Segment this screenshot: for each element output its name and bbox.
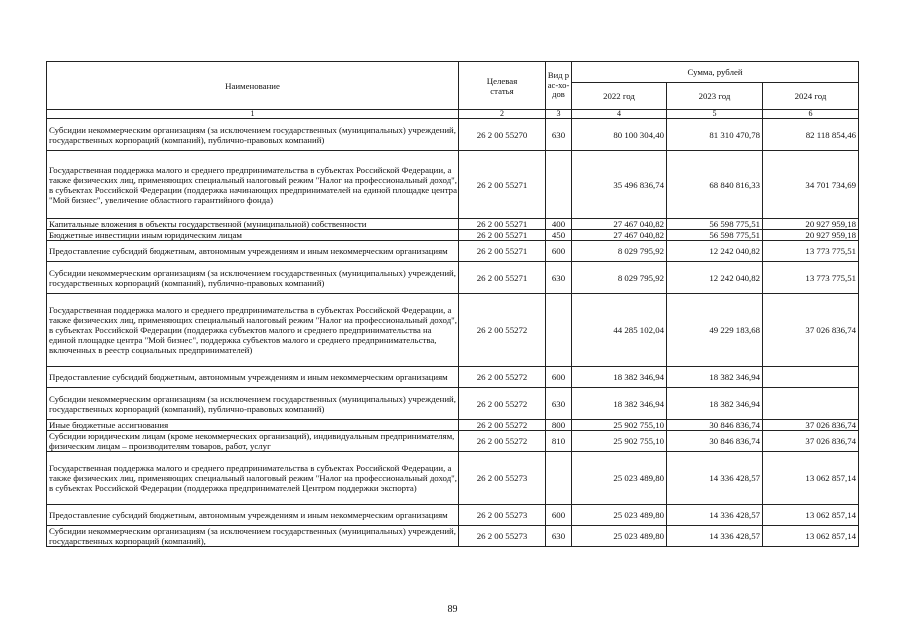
row-target-code: 26 2 00 55271: [459, 230, 546, 241]
row-sum-2022: 44 285 102,04: [572, 294, 667, 367]
row-name: Капитальные вложения в объекты государственной (муниципальной) собственности: [47, 219, 459, 230]
table-row: [47, 151, 859, 219]
row-sum-2022: 35 496 836,74: [572, 151, 667, 219]
row-target-code: 26 2 00 55271: [459, 219, 546, 230]
row-expense-kind: 800: [546, 420, 572, 431]
row-sum-2023: 18 382 346,94: [667, 367, 763, 388]
row-name: Бюджетные инвестиции иным юридическим лицам: [47, 230, 459, 241]
table-row: [47, 119, 859, 151]
colnum: 4: [572, 110, 667, 119]
column-number-row: [47, 110, 859, 119]
row-sum-2024: 37 026 836,74: [763, 431, 859, 452]
row-sum-2022: 25 023 489,80: [572, 505, 667, 526]
row-name: Субсидии некоммерческим организациям (за исключением государственных (муниципальных) учреждений, государственных корпораций (компаний),: [47, 526, 459, 547]
row-sum-2023: 14 336 428,57: [667, 452, 763, 505]
row-target-code: 26 2 00 55272: [459, 294, 546, 367]
row-sum-2022: 27 467 040,82: [572, 230, 667, 241]
row-target-code: 26 2 00 55272: [459, 367, 546, 388]
row-sum-2022: 8 029 795,92: [572, 241, 667, 262]
row-sum-2023: 14 336 428,57: [667, 526, 763, 547]
table-row: [47, 294, 859, 367]
row-name: Предоставление субсидий бюджетным, автономным учреждениям и иным некоммерческим организациям: [47, 505, 459, 526]
row-expense-kind: 630: [546, 119, 572, 151]
row-sum-2024: 34 701 734,69: [763, 151, 859, 219]
header-2023: 2023 год: [667, 83, 763, 110]
table-row: [47, 367, 859, 388]
row-sum-2023: 18 382 346,94: [667, 388, 763, 420]
row-target-code: 26 2 00 55271: [459, 262, 546, 294]
row-target-code: 26 2 00 55271: [459, 241, 546, 262]
row-expense-kind: 630: [546, 388, 572, 420]
row-sum-2024: 13 062 857,14: [763, 526, 859, 547]
row-sum-2024: 13 062 857,14: [763, 505, 859, 526]
row-sum-2022: 27 467 040,82: [572, 219, 667, 230]
row-expense-kind: 810: [546, 431, 572, 452]
header-2022: 2022 год: [572, 83, 667, 110]
row-target-code: 26 2 00 55272: [459, 420, 546, 431]
row-expense-kind: [546, 452, 572, 505]
row-target-code: 26 2 00 55273: [459, 452, 546, 505]
row-sum-2023: 30 846 836,74: [667, 431, 763, 452]
table-body: [47, 119, 859, 547]
row-sum-2024: 13 062 857,14: [763, 452, 859, 505]
colnum: 2: [459, 110, 546, 119]
row-target-code: 26 2 00 55273: [459, 526, 546, 547]
row-sum-2023: 14 336 428,57: [667, 505, 763, 526]
table-row: [47, 241, 859, 262]
row-name: Субсидии некоммерческим организациям (за исключением государственных (муниципальных) учреждений, государственных корпораций (компаний), публично-правовых компаний): [47, 388, 459, 420]
row-expense-kind: 600: [546, 367, 572, 388]
row-sum-2022: 8 029 795,92: [572, 262, 667, 294]
row-sum-2022: 25 023 489,80: [572, 452, 667, 505]
row-sum-2024: 13 773 775,51: [763, 262, 859, 294]
row-sum-2024: 82 118 854,46: [763, 119, 859, 151]
header-kind: [546, 62, 572, 110]
table-row: [47, 230, 859, 241]
table-row: [47, 388, 859, 420]
row-sum-2023: 12 242 040,82: [667, 241, 763, 262]
row-name: Государственная поддержка малого и среднего предпринимательства в субъектах Российской Федерации, а также физических лиц, применяющих специальный налоговый режим "Налог на профессиональный доход", в субъектах Российской Федерации (поддержка субъектов малого и среднего предпринимательства на единой площадке центра "Мой бизнес", поддержка субъектов малого и среднего предпринимательства, включенных в реестр социальных предпринимателей): [47, 294, 459, 367]
row-expense-kind: 630: [546, 262, 572, 294]
row-expense-kind: 450: [546, 230, 572, 241]
row-target-code: 26 2 00 55272: [459, 431, 546, 452]
table-row: [47, 262, 859, 294]
row-name: Государственная поддержка малого и среднего предпринимательства в субъектах Российской Федерации, а также физических лиц, применяющих специальный налоговый режим "Налог на профессиональный доход", в субъектах Российской Федерации (поддержка начинающих предпринимателей на единой площадке центра "Мой бизнес", увеличение областного гарантийного фонда): [47, 151, 459, 219]
row-sum-2022: 25 023 489,80: [572, 526, 667, 547]
row-expense-kind: 630: [546, 526, 572, 547]
row-sum-2024: 20 927 959,18: [763, 219, 859, 230]
row-expense-kind: [546, 151, 572, 219]
row-name: Государственная поддержка малого и среднего предпринимательства в субъектах Российской Федерации, а также физических лиц, применяющих специальный налоговый режим "Налог на профессиональный доход", в субъектах Российской Федерации (поддержка предпринимателей Центром поддержки экспорта): [47, 452, 459, 505]
row-sum-2024: 37 026 836,74: [763, 420, 859, 431]
row-sum-2024: [763, 388, 859, 420]
row-sum-2023: 56 598 775,51: [667, 230, 763, 241]
header-kind-text: Вид рас-хо-дов: [547, 70, 570, 100]
row-name: Предоставление субсидий бюджетным, автономным учреждениям и иным некоммерческим организациям: [47, 241, 459, 262]
colnum: 3: [546, 110, 572, 119]
table-row: [47, 431, 859, 452]
table-row: [47, 452, 859, 505]
row-expense-kind: [546, 294, 572, 367]
table-row: [47, 219, 859, 230]
row-expense-kind: 600: [546, 505, 572, 526]
page-number: 89: [447, 604, 458, 615]
header-name: Наименование: [47, 62, 459, 110]
row-sum-2023: 30 846 836,74: [667, 420, 763, 431]
row-sum-2023: 12 242 040,82: [667, 262, 763, 294]
header-sum: Сумма, рублей: [572, 62, 859, 83]
row-sum-2022: 80 100 304,40: [572, 119, 667, 151]
row-sum-2023: 68 840 816,33: [667, 151, 763, 219]
row-name: Иные бюджетные ассигнования: [47, 420, 459, 431]
row-sum-2023: 49 229 183,68: [667, 294, 763, 367]
row-sum-2024: 37 026 836,74: [763, 294, 859, 367]
colnum: 6: [763, 110, 859, 119]
row-name: Субсидии некоммерческим организациям (за исключением государственных (муниципальных) учреждений, государственных корпораций (компаний), публично-правовых компаний): [47, 262, 459, 294]
table-row: [47, 526, 859, 547]
row-expense-kind: 600: [546, 241, 572, 262]
row-target-code: 26 2 00 55273: [459, 505, 546, 526]
row-sum-2022: 25 902 755,10: [572, 431, 667, 452]
colnum: 1: [47, 110, 459, 119]
row-sum-2024: [763, 367, 859, 388]
row-sum-2024: 13 773 775,51: [763, 241, 859, 262]
row-target-code: 26 2 00 55270: [459, 119, 546, 151]
row-sum-2022: 18 382 346,94: [572, 388, 667, 420]
row-sum-2022: 18 382 346,94: [572, 367, 667, 388]
table-row: [47, 505, 859, 526]
row-target-code: 26 2 00 55272: [459, 388, 546, 420]
row-name: Предоставление субсидий бюджетным, автономным учреждениям и иным некоммерческим организациям: [47, 367, 459, 388]
colnum: 5: [667, 110, 763, 119]
header-2024: 2024 год: [763, 83, 859, 110]
header-target-text: Целевая статья: [486, 75, 518, 96]
row-sum-2023: 81 310 470,78: [667, 119, 763, 151]
row-sum-2024: 20 927 959,18: [763, 230, 859, 241]
budget-table: [46, 61, 859, 547]
table-row: [47, 420, 859, 431]
row-target-code: 26 2 00 55271: [459, 151, 546, 219]
row-name: Субсидии юридическим лицам (кроме некоммерческих организаций), индивидуальным предпринимателям, физическим лицам – производителям товаров, работ, услуг: [47, 431, 459, 452]
document-page: [46, 61, 858, 547]
header-target: [459, 62, 546, 110]
row-expense-kind: 400: [546, 219, 572, 230]
row-sum-2022: 25 902 755,10: [572, 420, 667, 431]
row-name: Субсидии некоммерческим организациям (за исключением государственных (муниципальных) учреждений, государственных корпораций (компаний), публично-правовых компаний): [47, 119, 459, 151]
row-sum-2023: 56 598 775,51: [667, 219, 763, 230]
